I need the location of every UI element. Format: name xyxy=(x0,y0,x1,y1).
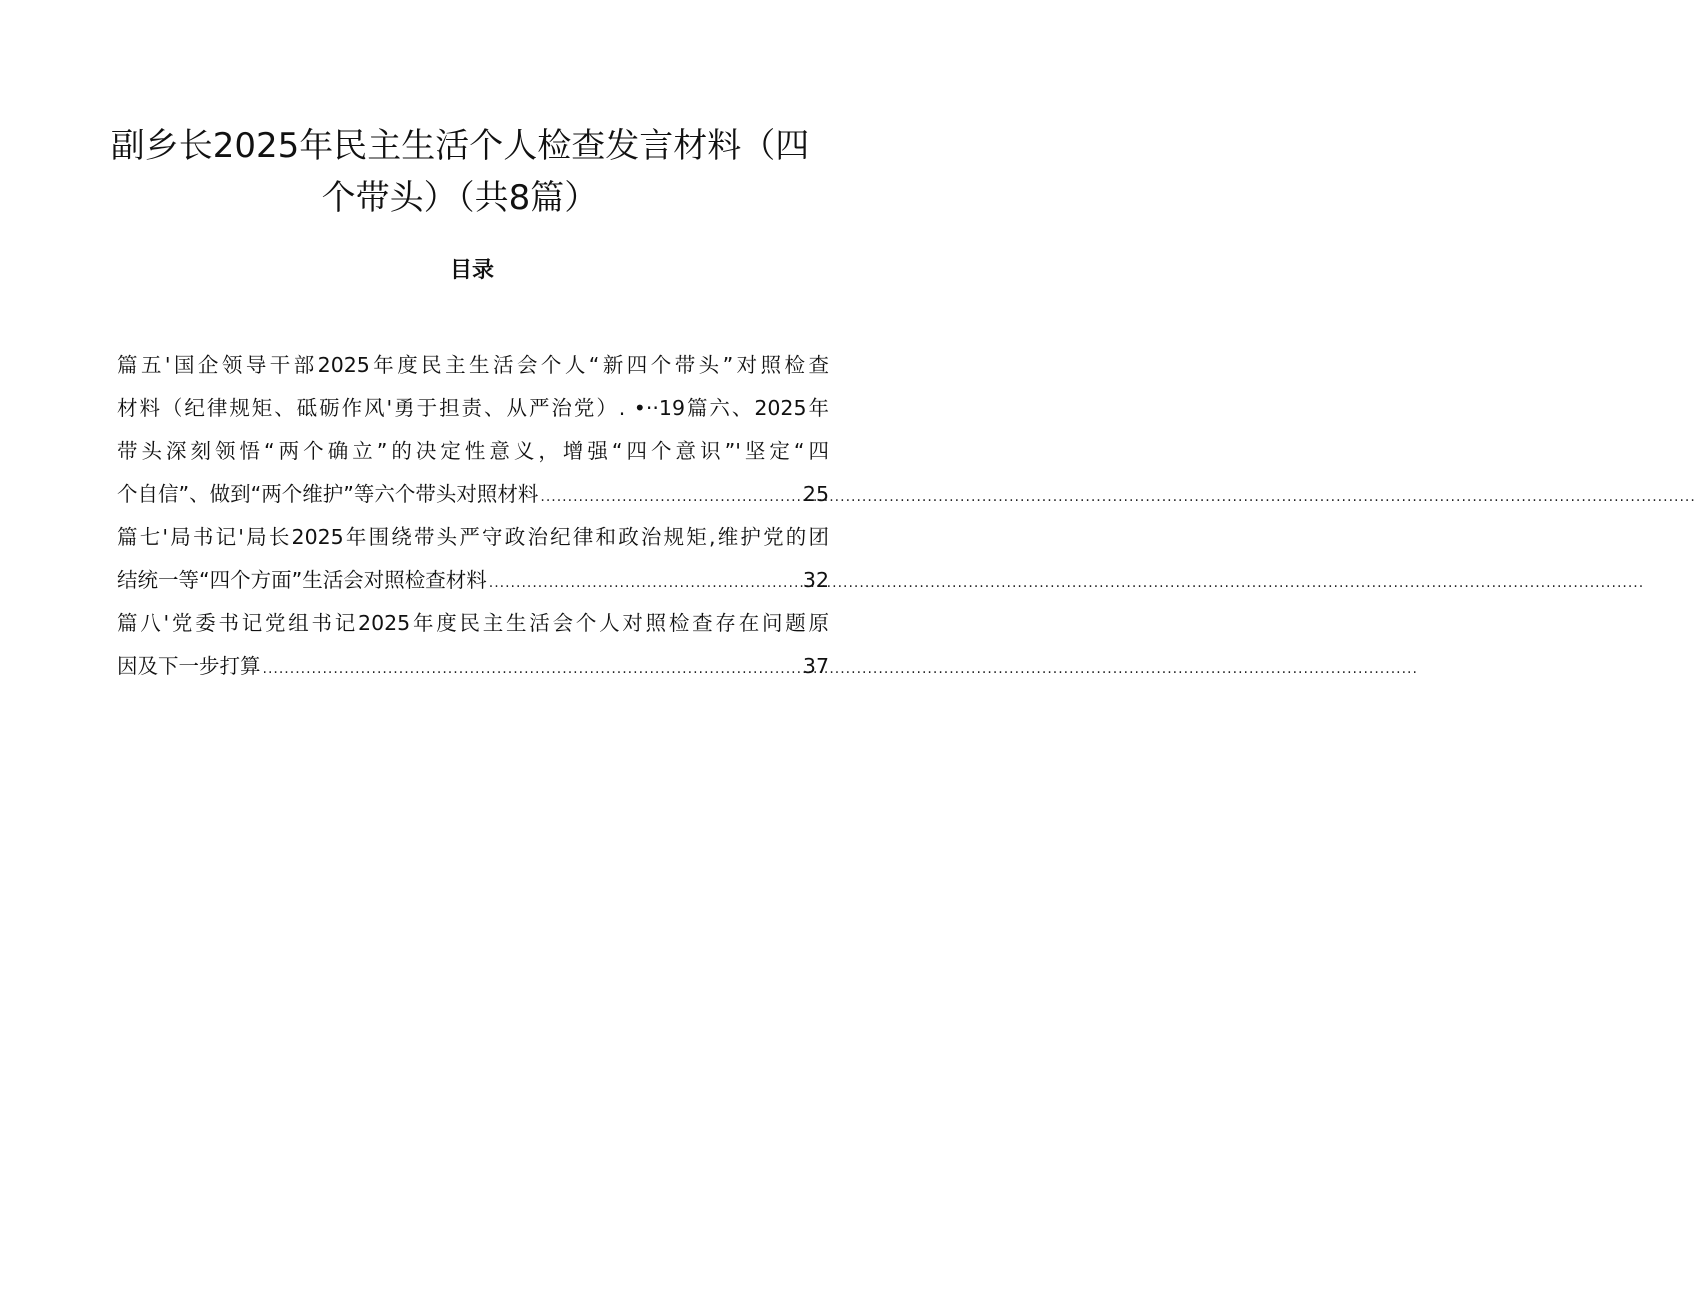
dot-leader xyxy=(489,562,801,605)
toc-heading: 目录 xyxy=(449,258,494,283)
toc-entry-text: 结统一等“四个方面”生活会对照检查材料 xyxy=(117,568,487,592)
toc-entry-6[interactable] xyxy=(117,430,829,516)
toc-entry-7[interactable] xyxy=(117,516,829,602)
toc-entry-text: 带头深刻领悟“两个确立”的决定性意义，增强“四个意识”'坚定“四 xyxy=(117,439,829,463)
dot-leader xyxy=(540,476,801,519)
toc-line xyxy=(117,516,829,559)
toc-line xyxy=(117,602,829,645)
toc-entry-text: 个自信”、做到“两个维护”等六个带头对照材料 xyxy=(117,482,539,506)
title-line-2: 个带头）（共8篇） xyxy=(321,178,599,218)
toc-line xyxy=(117,430,829,473)
dot-leader xyxy=(263,648,801,691)
document-title xyxy=(110,120,810,224)
toc-entry-text: 篇七'局书记'局长2025年围绕带头严守政治纪律和政治规矩,维护党的团 xyxy=(117,525,829,549)
toc-entry-8[interactable] xyxy=(117,602,829,688)
toc-line xyxy=(117,559,829,602)
toc-line xyxy=(117,473,829,516)
toc-page-number: 37 xyxy=(802,654,829,678)
toc-entry-text: 篇五'国企领导干部2025年度民主生活会个人“新四个带头”对照检查 xyxy=(117,353,829,377)
toc-entry-text: 篇八'党委书记党组书记2025年度民主生活会个人对照检查存在问题原 xyxy=(117,611,829,635)
toc-entry-text: 材料（纪律规矩、砥砺作风'勇于担责、从严治党）. •··19篇六、2025年 xyxy=(117,396,829,420)
toc-entry-5[interactable] xyxy=(117,344,829,430)
toc-entry-text: 因及下一步打算 xyxy=(117,654,261,678)
toc-line xyxy=(117,387,829,430)
table-of-contents xyxy=(117,344,829,688)
toc-page-number: 25 xyxy=(802,482,829,506)
toc-line xyxy=(117,344,829,387)
title-line-1: 副乡长2025年民主生活个人检查发言材料（四 xyxy=(110,126,810,166)
toc-line xyxy=(117,645,829,688)
toc-page-number: 32 xyxy=(802,568,829,592)
